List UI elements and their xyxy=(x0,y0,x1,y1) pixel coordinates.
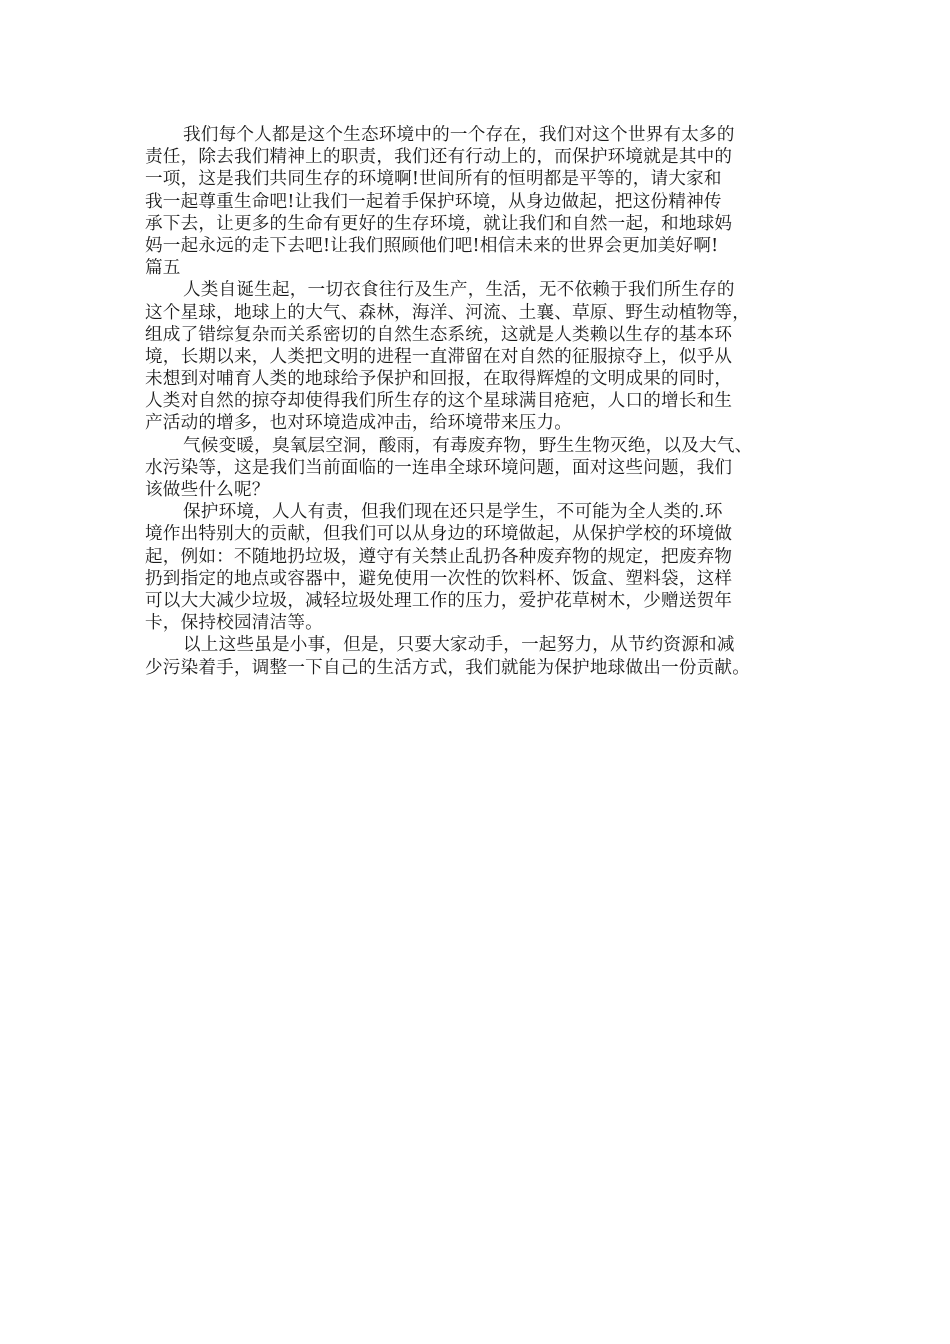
text-line: 扔到指定的地点或容器中，避免使用一次性的饮料杯、饭盒、塑料袋，这样 xyxy=(145,568,733,589)
text-line: 人类自诞生起，一切衣食往行及生产，生活，无不依赖于我们所生存的 xyxy=(183,280,735,301)
text-line: 人类对自然的掠夺却使得我们所生存的这个星球满目疮疤，人口的增长和生 xyxy=(145,391,733,412)
text-line: 气候变暖，臭氧层空洞，酸雨，有毒废弃物，野生生物灭绝，以及大气、 xyxy=(183,435,753,456)
text-line: 水污染等，这是我们当前面临的一连串全球环境问题，面对这些问题，我们 xyxy=(145,457,733,478)
paragraph xyxy=(145,279,825,434)
text-line: 卡，保持校园清洁等。 xyxy=(145,613,323,634)
text-line: 境作出特别大的贡献，但我们可以从身边的环境做起，从保护学校的环境做 xyxy=(145,524,733,545)
text-line: 责任，除去我们精神上的职责，我们还有行动上的，而保护环境就是其中的 xyxy=(145,147,733,168)
text-line: 我们每个人都是这个生态环境中的一个存在，我们对这个世界有太多的 xyxy=(183,125,735,145)
text-line: 保护环境，人人有责，但我们现在还只是学生，不可能为全人类的.环 xyxy=(183,502,723,523)
text-line: 妈一起永远的走下去吧!让我们照顾他们吧!相信未来的世界会更加美好啊! xyxy=(145,235,719,256)
text-line: 一项，这是我们共同生存的环境啊!世间所有的恒明都是平等的，请大家和 xyxy=(145,169,722,190)
text-line: 这个星球，地球上的大气、森林，海洋、河流、土襄、草原、野生动植物等， xyxy=(145,302,750,323)
paragraph xyxy=(145,634,825,678)
text-line: 少污染着手，调整一下自己的生活方式，我们就能为保护地球做出一份贡献。 xyxy=(145,657,750,678)
text-line: 起，例如：不随地扔垃圾，遵守有关禁止乱扔各种废弃物的规定，把废弃物 xyxy=(145,546,733,567)
text-line: 承下去，让更多的生命有更好的生存环境，就让我们和自然一起，和地球妈 xyxy=(145,213,733,234)
section-heading: 篇五 xyxy=(145,258,181,279)
paragraph xyxy=(145,435,825,502)
text-line: 产活动的增多，也对环境造成冲击，给环境带来压力。 xyxy=(145,413,573,434)
text-line: 组成了错综复杂而关系密切的自然生态系统，这就是人类赖以生存的基本环 xyxy=(145,324,733,345)
text-line: 我一起尊重生命吧!让我们一起着手保护环境，从身边做起，把这份精神传 xyxy=(145,191,722,212)
paragraph xyxy=(145,501,825,634)
text-line: 以上这些虽是小事，但是，只要大家动手，一起努力，从节约资源和减 xyxy=(183,635,735,656)
text-line: 未想到对哺育人类的地球给予保护和回报，在取得辉煌的文明成果的同时， xyxy=(145,369,733,390)
text-line: 可以大大减少垃圾，减轻垃圾处理工作的压力，爱护花草树木，少赠送贺年 xyxy=(145,590,733,611)
document-body xyxy=(145,124,825,679)
text-line: 该做些什么呢？ xyxy=(145,480,270,500)
paragraph xyxy=(145,124,825,257)
text-line: 境，长期以来，人类把文明的进程一直滞留在对自然的征服掠夺上，似乎从 xyxy=(145,346,733,367)
